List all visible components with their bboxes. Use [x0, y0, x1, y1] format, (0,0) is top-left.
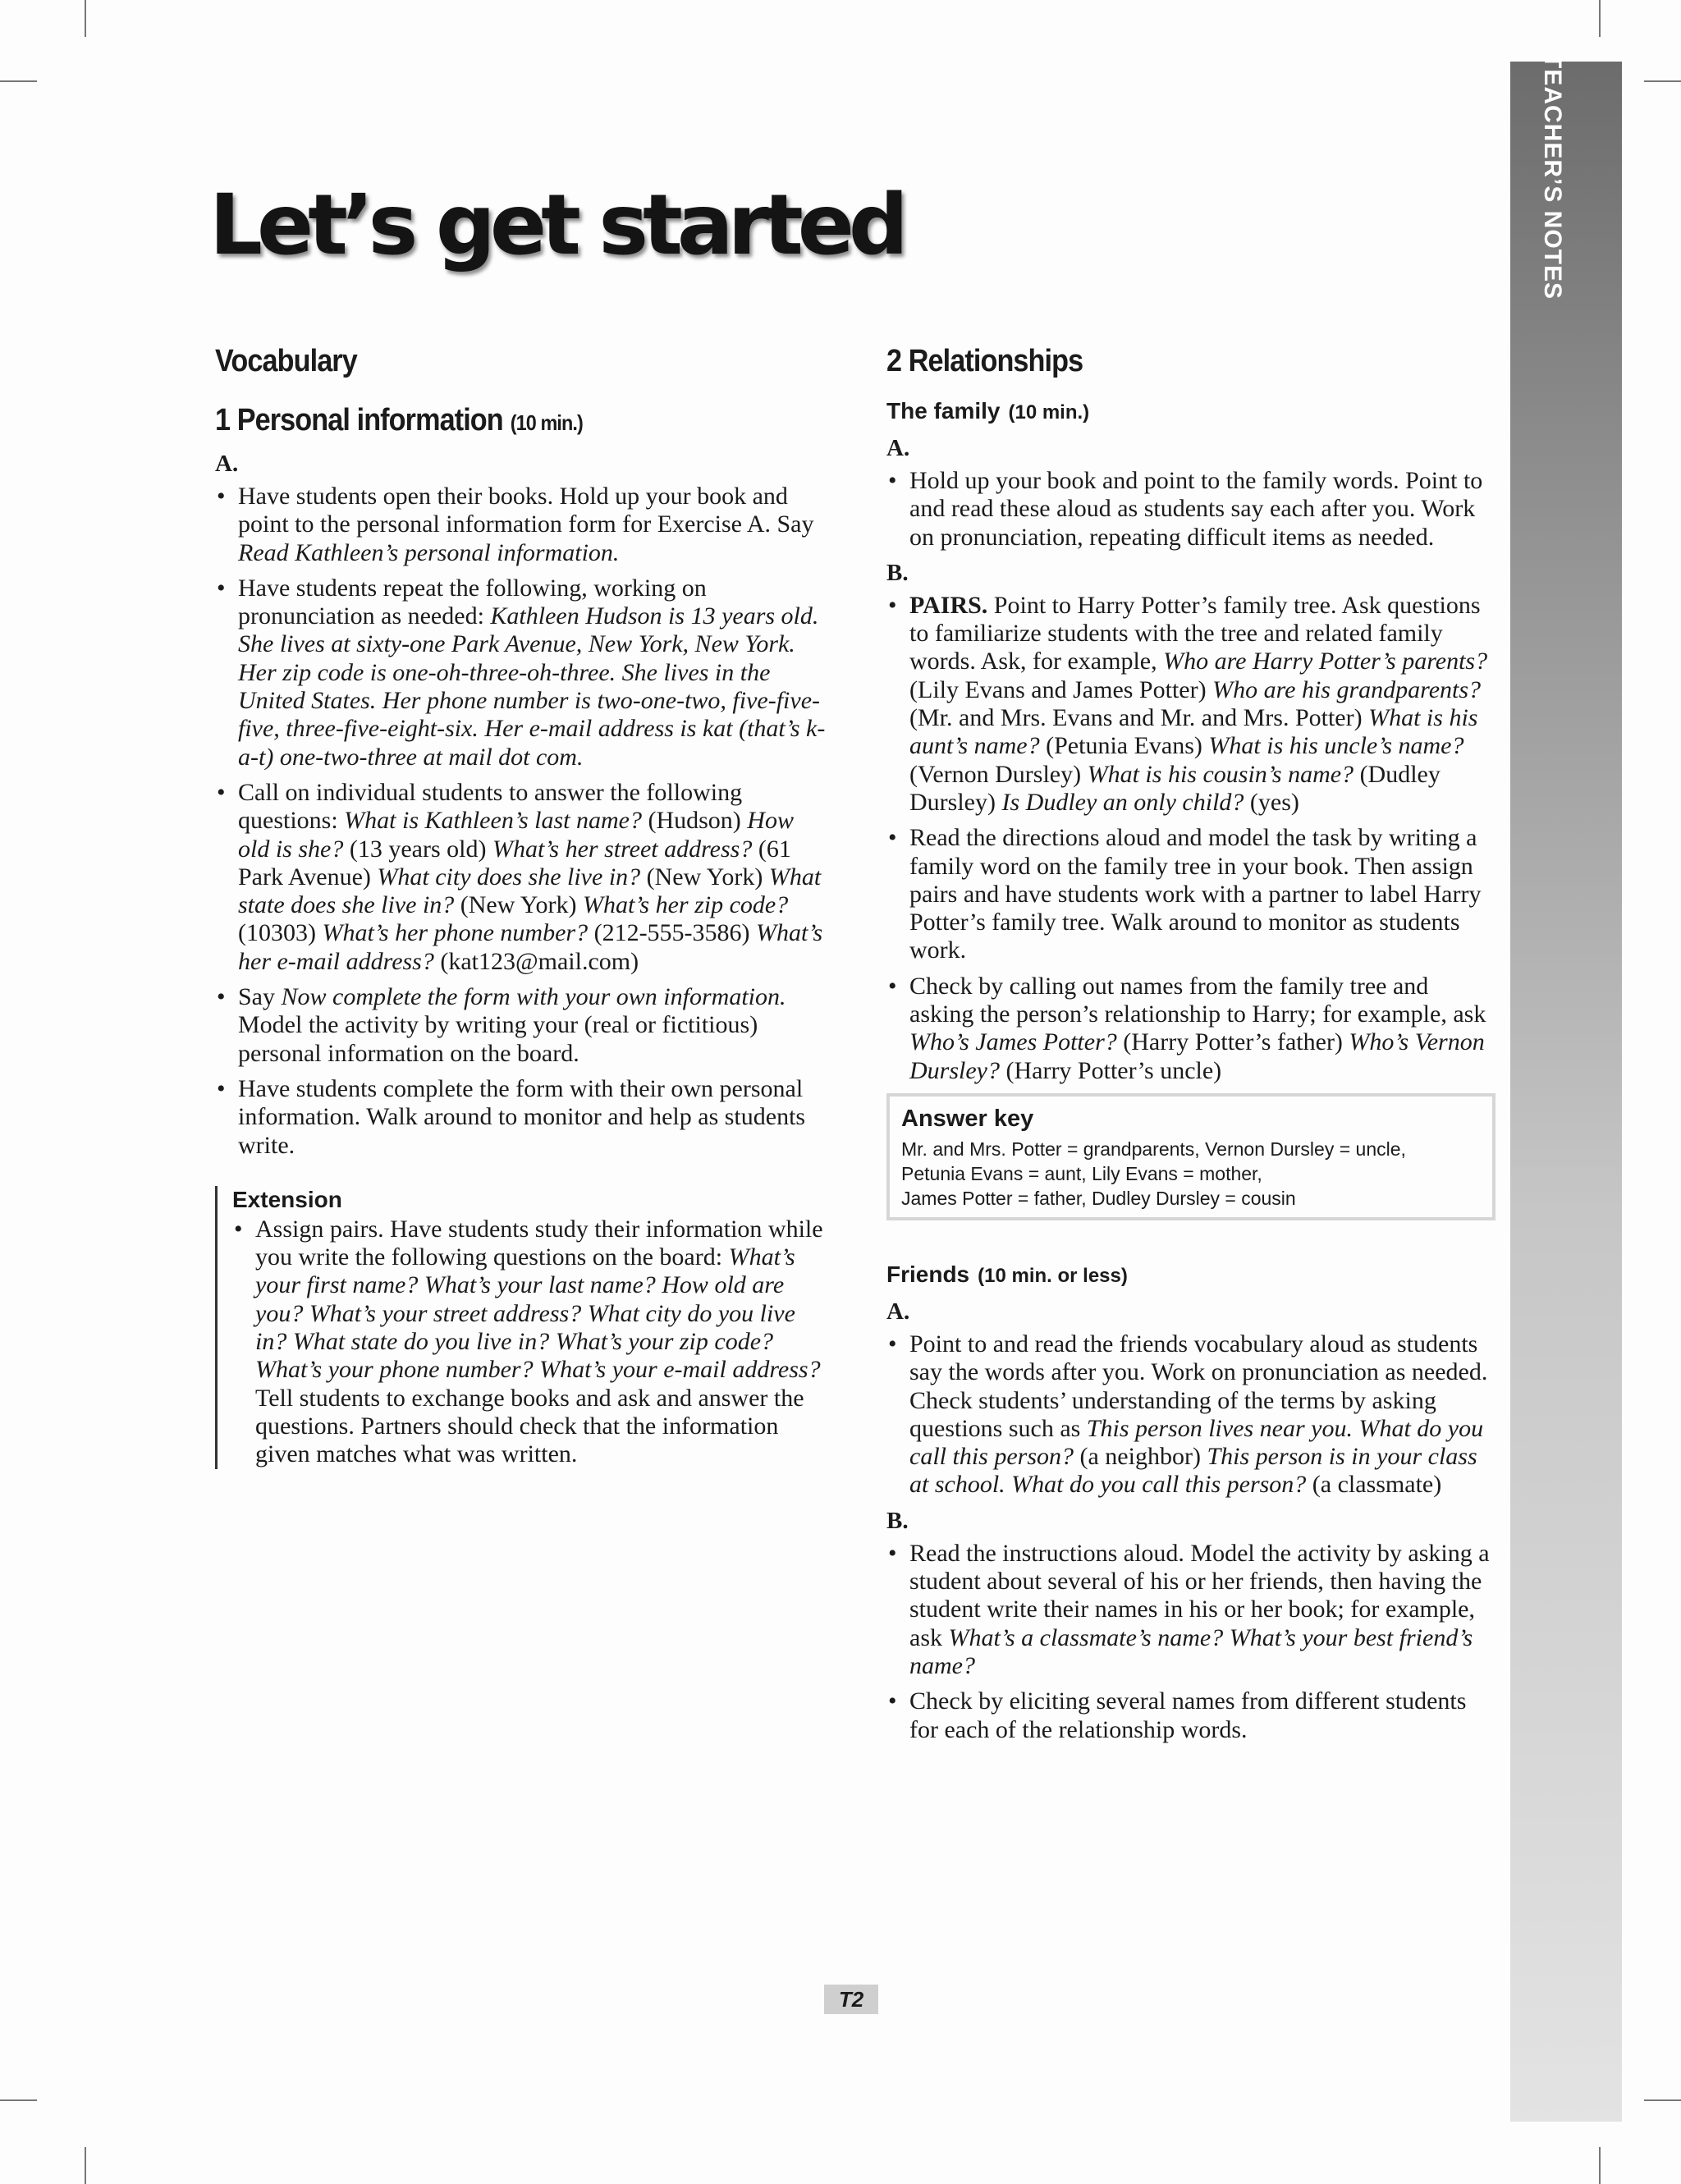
extension-title: Extension: [232, 1186, 342, 1212]
text-run: Point to Harry Potter’s family tree. Ask questions to familiarize students with the tree and related family words. Ask, for example,: [909, 591, 1481, 675]
crop-mark: [1644, 80, 1681, 82]
bullet-item: [886, 1687, 1492, 1744]
answer-key-line: James Potter = father, Dudley Dursley = cousin: [901, 1187, 1296, 1209]
crop-mark: [85, 2147, 86, 2184]
text-run: Read the directions aloud and model the task by writing a family word on the family tree in your book. Then assign pairs and have students work with a partner to label Harry Potter’s family tree. Walk around to monitor as students work.: [909, 824, 1482, 964]
italic-text: What is his uncle’s name?: [1208, 732, 1464, 760]
subsection-time: (10 min. or less): [978, 1264, 1128, 1287]
answer-key-line: Petunia Evans = aunt, Lily Evans = mother,: [901, 1162, 1262, 1184]
extension-box: [215, 1186, 827, 1469]
bullet-item: [215, 1075, 827, 1160]
crop-mark: [0, 2099, 37, 2101]
text-run: Assign pairs. Have students study their information while you write the following questions on the board:: [255, 1215, 823, 1271]
crop-mark: [85, 0, 86, 37]
bullet-list: [886, 1540, 1492, 1744]
bold-text: PAIRS.: [909, 591, 988, 619]
bullet-item: [215, 983, 827, 1068]
bullet-list: [886, 1330, 1492, 1499]
step-letter: A.: [215, 451, 239, 477]
text-run: (13 years old): [343, 835, 492, 863]
italic-text: Kathleen Hudson is 13 years old. She lives at sixty-one Park Avenue, New York, New York. Her zip code is one-oh-three-oh-three. She lives in the United States. Her phone number is two-one-two, five-five-five, three-five-eight-six. Her e-mail address is kat (that’s k-a-t) one-two-three at mail dot com.: [238, 602, 826, 771]
italic-text: This person lives near you. What do you call this person?: [909, 1414, 1484, 1471]
vocabulary-heading: Vocabulary: [215, 344, 357, 378]
italic-text: What’s her zip code?: [582, 891, 789, 919]
text-run: Read the instructions aloud. Model the activity by asking a student about several of his or her friends, then having the student write their names in his or her book; for example, ask: [909, 1539, 1490, 1651]
answer-key-lines: [901, 1137, 1484, 1211]
italic-text: What’s her street address?: [492, 835, 753, 863]
text-run: Call on individual students to answer the following questions:: [238, 778, 743, 835]
step-letter: B.: [886, 1507, 909, 1534]
text-run: (Petunia Evans): [1039, 732, 1209, 760]
crop-mark: [1644, 2099, 1681, 2101]
text-run: (Lily Evans and James Potter): [909, 675, 1213, 703]
italic-text: What city does she live in?: [377, 863, 641, 891]
section-title: 1 Personal information: [215, 403, 503, 437]
bullet-list: [232, 1216, 827, 1469]
italic-text: Who’s Vernon Dursley?: [909, 1028, 1485, 1084]
italic-text: What is his cousin’s name?: [1087, 760, 1354, 788]
text-run: (10303): [238, 919, 323, 947]
side-tab-label: TEACHER’S NOTES: [1539, 53, 1566, 300]
text-run: (New York): [454, 891, 583, 919]
italic-text: Now complete the form with your own information.: [281, 983, 786, 1011]
text-run: (Dudley Dursley): [909, 760, 1441, 816]
answer-key-title: Answer key: [901, 1105, 1034, 1132]
italic-text: What’s your first name? What’s your last name? How old are you? What’s your street address? What city do you live in? What state do you live in? What’s your zip code? What’s your phone number? What’s your e-mail address?: [255, 1243, 821, 1384]
text-run: (kat123@mail.com): [433, 947, 639, 975]
subsection-title: The family: [886, 398, 1001, 424]
italic-text: Who are his grandparents?: [1212, 675, 1482, 703]
text-run: (a neighbor): [1074, 1443, 1207, 1471]
text-run: Model the activity by writing your (real or fictitious) personal information on the board.: [238, 1011, 758, 1067]
step-letter: A.: [886, 1298, 910, 1325]
text-run: Hold up your book and point to the family words. Point to and read these aloud as students say each after you. Work on pronunciation, repeating difficult items as needed.: [909, 467, 1483, 551]
section-time: (10 min.): [510, 410, 583, 435]
subsection-heading: [886, 1260, 1492, 1291]
text-run: (Mr. and Mrs. Evans and Mr. and Mrs. Potter): [909, 704, 1369, 732]
bullet-item: [886, 973, 1492, 1085]
text-run: Have students open their books. Hold up your book and point to the personal information form for Exercise A. Say: [238, 483, 814, 538]
italic-text: What state does she live in?: [238, 863, 822, 919]
italic-text: Read Kathleen’s personal information.: [238, 538, 620, 566]
text-run: Have students repeat the following, working on pronunciation as needed:: [238, 574, 707, 630]
italic-text: Is Dudley an only child?: [1001, 788, 1244, 816]
text-run: (Harry Potter’s uncle): [999, 1056, 1222, 1084]
bullet-list: [886, 592, 1492, 1085]
subsection-time: (10 min.): [1008, 401, 1090, 424]
italic-text: What’s her e-mail address?: [238, 919, 823, 975]
crop-mark: [1599, 0, 1601, 37]
text-run: Point to and read the friends vocabulary aloud as students say the words after you. Work on pronunciation as needed. Check students’ understanding of the terms by asking questions such as: [909, 1330, 1488, 1442]
step-letter: A.: [886, 435, 910, 461]
crop-mark: [1599, 2147, 1601, 2184]
right-column: [886, 341, 1492, 1751]
section-heading: [215, 400, 766, 443]
bullet-item: [886, 1540, 1492, 1680]
page-number: T2: [824, 1985, 878, 2014]
bullet-item: [886, 824, 1492, 964]
text-run: (yes): [1244, 788, 1299, 816]
text-run: Check by calling out names from the family tree and asking the person’s relationship to Harry; for example, ask: [909, 972, 1486, 1028]
italic-text: This person is in your class at school. What do you call this person?: [909, 1443, 1477, 1499]
text-run: Have students complete the form with their own personal information. Walk around to monitor and help as students write.: [238, 1074, 806, 1159]
bullet-item: [215, 779, 827, 976]
text-run: (61 Park Avenue): [238, 835, 791, 891]
text-run: (New York): [640, 863, 769, 891]
italic-text: Who are Harry Potter’s parents?: [1163, 648, 1488, 675]
bullet-list: [886, 467, 1492, 552]
text-run: (Harry Potter’s father): [1116, 1028, 1349, 1056]
text-run: (212-555-3586): [588, 919, 757, 947]
answer-key-box: [886, 1093, 1495, 1220]
step-letter: B.: [886, 559, 909, 586]
bullet-list: [215, 483, 827, 1160]
bullet-item: [886, 592, 1492, 817]
italic-text: What’s a classmate’s name? What’s your best friend’s name?: [909, 1623, 1473, 1679]
bullet-item: [232, 1216, 827, 1469]
page-title: Let’s get started: [209, 176, 903, 274]
italic-text: Who’s James Potter?: [909, 1028, 1117, 1056]
italic-text: How old is she?: [238, 807, 794, 863]
subsection-title: Friends: [886, 1261, 970, 1287]
italic-text: What is Kathleen’s last name?: [344, 807, 642, 835]
crop-mark: [0, 80, 37, 82]
text-run: Tell students to exchange books and ask and answer the questions. Partners should check that the information given matches what was written.: [255, 1384, 804, 1468]
italic-text: What’s her phone number?: [322, 919, 589, 947]
text-run: Check by eliciting several names from different students for each of the relationship words.: [909, 1687, 1467, 1743]
bullet-item: [215, 483, 827, 567]
bullet-item: [215, 575, 827, 771]
section-title: 2 Relationships: [886, 344, 1083, 378]
side-tab: [1510, 62, 1622, 2122]
text-run: (Hudson): [641, 807, 748, 835]
italic-text: What is his aunt’s name?: [909, 704, 1478, 760]
left-column: [215, 341, 827, 1477]
subsection-heading: [886, 396, 1492, 428]
text-run: (Vernon Dursley): [909, 760, 1088, 788]
bullet-item: [886, 1330, 1492, 1499]
text-run: Say: [238, 983, 282, 1011]
answer-key-line: Mr. and Mrs. Potter = grandparents, Vernon Dursley = uncle,: [901, 1138, 1406, 1160]
bullet-item: [886, 467, 1492, 552]
text-run: (a classmate): [1306, 1471, 1442, 1499]
